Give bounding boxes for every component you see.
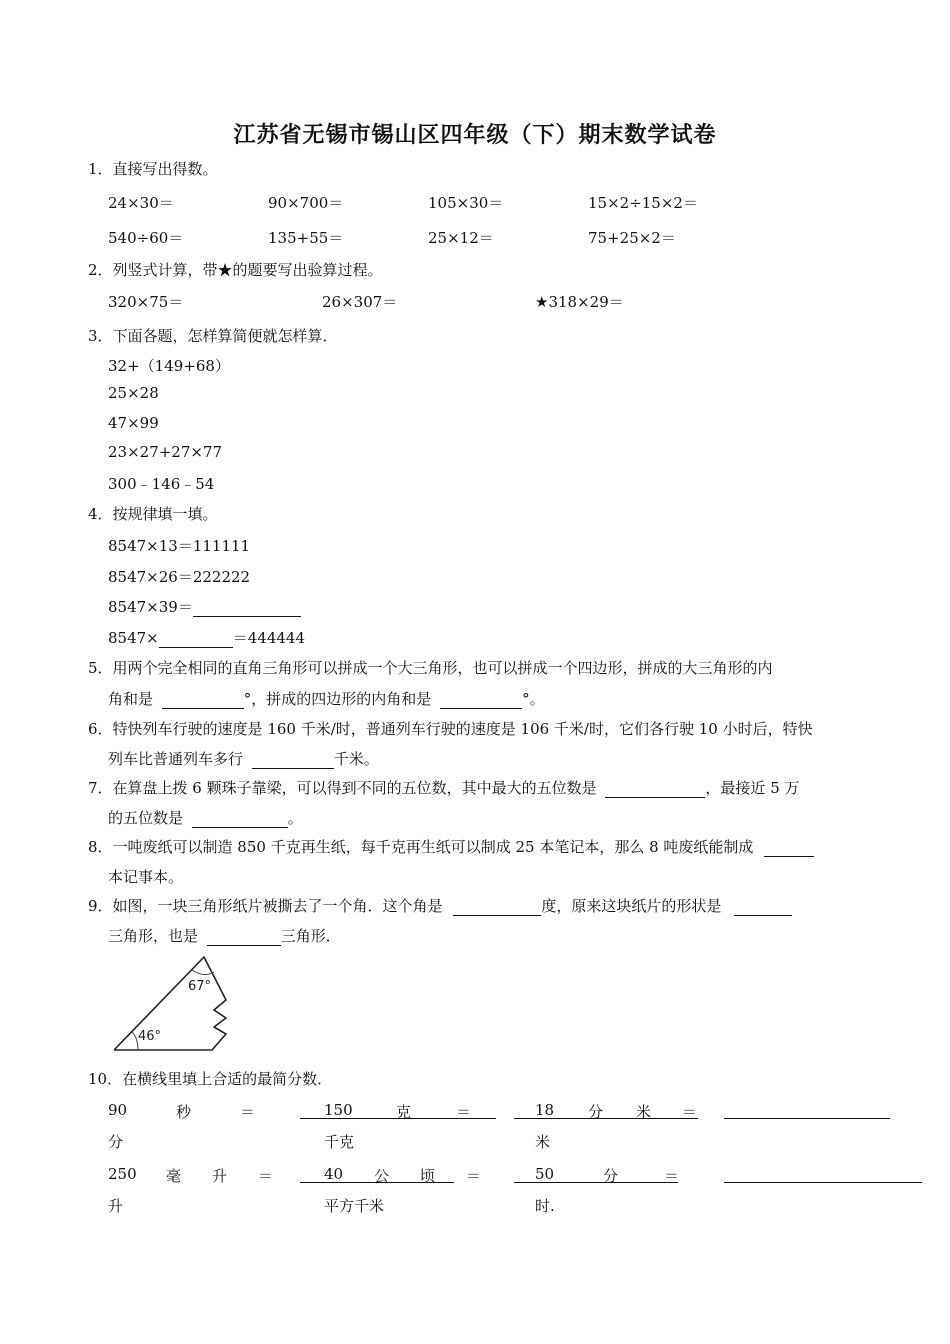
q8-line-1 [88,836,814,857]
q6-line-1: 6．特快列车行驶的速度是 160 千米/时，普通列车行驶的速度是 106 千米/时，它们各行驶 10 小时后，特快 [88,720,813,738]
q10-text: 升 [212,1167,228,1185]
q1-item: 24×30＝ [108,194,174,212]
q10-text: 40 [324,1165,344,1183]
answer-blank[interactable] [440,692,522,709]
q7-text: 的五位数是 [108,809,184,827]
q5-line-2 [108,688,545,709]
q10-text: 克 [396,1103,412,1121]
q10-unit: 米 [535,1133,551,1151]
q1-item: 75+25×2＝ [588,229,676,247]
answer-blank[interactable] [724,1100,890,1119]
q10-text: 250 [108,1165,137,1183]
q7-text: ，最接近 5 万 [705,779,800,797]
q10-text: ＝ [466,1167,482,1185]
q9-text: 度，原来这块纸片的形状是 [541,897,722,915]
q10-unit: 升 [108,1197,124,1215]
q10-text: 分 [603,1167,619,1185]
q4-line-3-text: 8547×39＝ [108,598,193,616]
torn-triangle-figure [108,952,238,1056]
answer-blank[interactable] [734,899,792,916]
q10-text: ＝ [682,1103,698,1121]
q4-line: 8547×26＝222222 [108,568,251,586]
q3-item: 25×28 [108,384,159,402]
q2-item: 320×75＝ [108,293,184,311]
q9-line-1 [88,895,792,916]
answer-blank[interactable] [193,600,301,617]
q8-text: 8．一吨废纸可以制造 850 千克再生纸，每千克再生纸可以制成 25 本笔记本，那么 8 吨废纸能制成 [88,838,754,856]
triangle-outline [114,957,226,1050]
q10-text: ＝ [240,1103,256,1121]
q1-item: 105×30＝ [428,194,504,212]
q2-prompt: 2．列竖式计算，带★的题要写出验算过程。 [88,261,383,279]
answer-blank[interactable] [207,929,281,946]
q10-text: 50 [535,1165,555,1183]
q5-text: 角和是 [108,690,154,708]
q10-text: 毫 [166,1167,182,1185]
q9-line-2 [108,925,341,946]
q2-item: ★318×29＝ [535,293,624,311]
q7-text: 7．在算盘上拨 6 颗珠子靠梁，可以得到不同的五位数，其中最大的五位数是 [88,779,597,797]
q8-line-2: 本记事本。 [108,868,184,886]
q5-text: °，拼成的四边形的内角和是 [243,690,432,708]
q1-item: 540÷60＝ [108,229,184,247]
q3-item: 47×99 [108,414,159,432]
answer-blank[interactable] [162,692,244,709]
q4-line-3 [108,596,301,617]
q7-line-1 [88,777,800,798]
page-title: 江苏省无锡市锡山区四年级（下）期末数学试卷 [233,123,717,148]
left-angle-label: 46° [138,1029,162,1044]
q3-item: 32+（149+68） [108,357,230,375]
q7-text: 。 [287,809,303,827]
q10-unit: 分 [108,1133,124,1151]
answer-blank[interactable] [764,840,814,857]
q4-line-4-text-b: ＝444444 [232,629,306,647]
answer-blank[interactable] [159,631,233,648]
q3-item: 23×27+27×77 [108,443,223,461]
q10-text: 90 [108,1101,128,1119]
answer-blank[interactable] [252,752,334,769]
q3-prompt: 3．下面各题，怎样算简便就怎样算． [88,327,338,345]
answer-blank[interactable] [192,811,288,828]
q9-text: 三角形，也是 [108,927,199,945]
q10-text: 米 [636,1103,652,1121]
q4-line-4 [108,627,305,648]
q10-text: 分 [588,1103,604,1121]
q10-unit: 千克 [324,1133,355,1151]
q5-line-1: 5．用两个完全相同的直角三角形可以拼成一个大三角形，也可以拼成一个四边形，拼成的大三角形的内 [88,659,773,677]
q10-text: ＝ [456,1103,472,1121]
q2-item: 26×307＝ [322,293,398,311]
answer-blank[interactable] [605,781,705,798]
q1-item: 15×2÷15×2＝ [588,194,698,212]
q10-text: 150 [324,1101,353,1119]
answer-blank[interactable] [453,899,541,916]
q10-unit: 时. [535,1197,555,1215]
q6-text: 千米。 [333,750,379,768]
q3-item: 300﹣146﹣54 [108,475,215,493]
q10-text: 秒 [176,1103,192,1121]
q10-text: ＝ [258,1167,274,1185]
q6-line-2 [108,748,379,769]
q6-text: 列车比普通列车多行 [108,750,244,768]
q10-unit: 平方千米 [324,1197,385,1215]
q5-text: °。 [522,690,545,708]
q10-text: 顷 [420,1167,436,1185]
q9-text: 9．如图，一块三角形纸片被撕去了一个角．这个角是 [88,897,443,915]
q4-line-4-text-a: 8547× [108,629,159,647]
q9-text: 三角形． [280,927,341,945]
q10-prompt: 10．在横线里填上合适的最简分数． [88,1070,333,1088]
q10-text: 公 [374,1167,390,1185]
top-angle-label: 67° [188,979,212,994]
q1-item: 90×700＝ [268,194,344,212]
q1-item: 135+55＝ [268,229,344,247]
q1-item: 25×12＝ [428,229,494,247]
q7-line-2 [108,807,303,828]
q10-text: ＝ [664,1167,680,1185]
q4-line: 8547×13＝111111 [108,537,251,555]
q4-prompt: 4．按规律填一填。 [88,505,218,523]
q1-prompt: 1．直接写出得数。 [88,160,218,178]
answer-blank[interactable] [724,1164,922,1183]
q10-text: 18 [535,1101,555,1119]
